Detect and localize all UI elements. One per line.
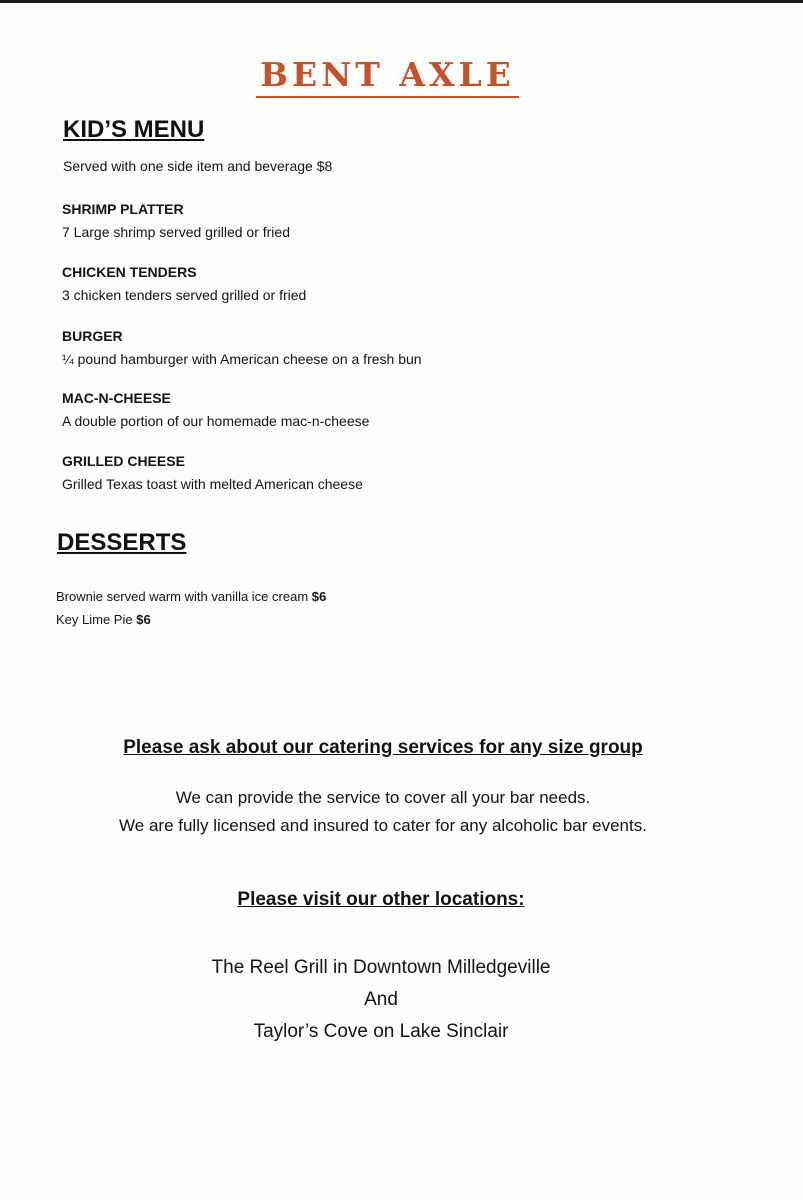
kids-menu-title: KID’S MENU <box>63 116 205 143</box>
menu-item-description: 7 Large shrimp served grilled or fried <box>62 224 290 240</box>
location-line: The Reel Grill in Downtown Milledgeville <box>211 957 551 978</box>
menu-item-chicken-tenders <box>62 263 762 305</box>
kids-menu-subtitle: Served with one side item and beverage $8 <box>63 158 333 174</box>
location-line: Taylor’s Cove on Lake Sinclair <box>253 1021 509 1042</box>
menu-item-name: BURGER <box>62 328 123 344</box>
catering-heading: Please ask about our catering services for any size group <box>123 737 643 758</box>
catering-line: We can provide the service to cover all your bar needs. <box>175 788 591 807</box>
menu-item-name: CHICKEN TENDERS <box>62 264 197 280</box>
menu-item-description: A double portion of our homemade mac-n-cheese <box>62 413 370 429</box>
page-top-edge <box>0 0 803 3</box>
brand-logo-text: BENT AXLE <box>256 56 519 98</box>
menu-item-grilled-cheese <box>62 452 762 494</box>
menu-item-shrimp-platter <box>62 200 762 242</box>
locations-heading: Please visit our other locations: <box>237 889 525 910</box>
brand-header <box>0 56 775 98</box>
dessert-price: $6 <box>136 612 151 627</box>
menu-item-description: ¼ pound hamburger with American cheese on a fresh bun <box>62 351 422 367</box>
catering-line: We are fully licensed and insured to cater for any alcoholic bar events. <box>119 816 647 835</box>
location-line: And <box>364 989 398 1010</box>
menu-item-name: MAC-N-CHEESE <box>62 390 171 406</box>
dessert-price: $6 <box>311 589 327 604</box>
dessert-item-brownie <box>56 589 326 604</box>
menu-item-mac-n-cheese <box>62 389 762 431</box>
desserts-title: DESSERTS <box>57 529 187 556</box>
dessert-item-key-lime-pie <box>56 612 151 627</box>
menu-item-description: 3 chicken tenders served grilled or fried <box>62 287 307 303</box>
menu-item-description: Grilled Texas toast with melted American cheese <box>62 476 363 492</box>
menu-item-burger <box>62 327 762 369</box>
menu-item-name: SHRIMP PLATTER <box>62 201 184 217</box>
dessert-name: Key Lime Pie <box>56 612 133 627</box>
dessert-name: Brownie served warm with vanilla ice cream <box>56 589 309 604</box>
menu-item-name: GRILLED CHEESE <box>62 453 185 469</box>
